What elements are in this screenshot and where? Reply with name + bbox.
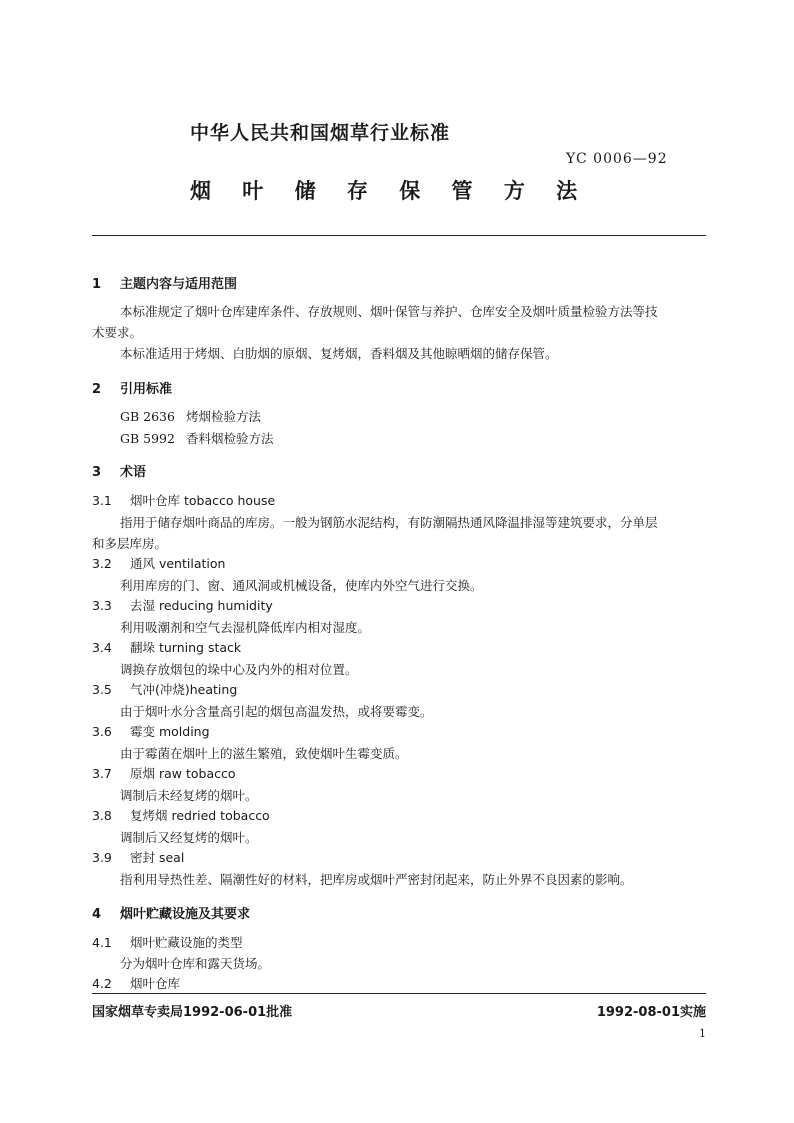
reference-code: GB 2636 [120,409,175,424]
header-divider [92,235,706,236]
paragraph: 本标准适用于烤烟、白肋烟的原烟、复烤烟，香料烟及其他晾晒烟的储存保管。 [120,346,558,361]
term-definition: 调制后未经复烤的烟叶。 [120,788,258,803]
term-heading: 3.1 烟叶仓库 tobacco house [92,493,276,508]
term-heading: 3.9 密封 seal [92,850,185,865]
footer-divider [92,993,706,994]
term-definition: 利用库房的门、窗、通风洞或机械设备，使库内外空气进行交换。 [120,578,483,593]
subsection-heading: 4.2 烟叶仓库 [92,976,181,991]
term-definition: 由于霉菌在烟叶上的滋生繁殖，致使烟叶生霉变质。 [120,746,408,761]
standard-code: YC 0006—92 [566,151,668,167]
section-heading-3 [92,461,146,480]
term-definition: 利用吸潮剂和空气去湿机降低库内相对湿度。 [120,620,371,635]
term-heading: 3.4 翻垛 turning stack [92,640,242,655]
section-number: 2 [92,382,102,397]
page-number: 1 [699,1027,706,1040]
section-heading-1 [92,273,237,292]
reference-item [120,429,274,447]
term-heading: 3.7 原烟 raw tobacco [92,766,236,781]
section-heading-2 [92,378,172,397]
approval-date: 国家烟草专卖局1992-06-01批准 [92,1005,293,1020]
section-title: 术语 [120,465,147,480]
term-heading: 3.6 霉变 molding [92,724,210,739]
term-heading: 3.8 复烤烟 redried tobacco [92,808,270,823]
reference-name: 香料烟检验方法 [186,431,274,446]
section-number: 1 [92,277,102,292]
section-number: 4 [92,907,102,922]
term-definition: 调换存放烟包的垛中心及内外的相对位置。 [120,662,358,677]
subsection-heading: 4.1 烟叶贮藏设施的类型 [92,935,243,950]
section-number: 3 [92,465,102,480]
section-title: 烟叶贮藏设施及其要求 [120,907,251,922]
reference-code: GB 5992 [120,431,175,446]
standard-name: 中华人民共和国烟草行业标准 [190,122,451,144]
reference-name: 烤烟检验方法 [186,409,262,424]
section-title: 引用标准 [120,382,173,397]
section-heading-4 [92,903,250,922]
reference-item [120,407,261,425]
paragraph-continuation: 术要求。 [92,325,143,340]
term-heading: 3.2 通风 ventilation [92,556,226,571]
term-definition-continuation: 和多层库房。 [92,536,168,551]
term-definition: 由于烟叶水分含量高引起的烟包高温发热，或将要霉变。 [120,704,433,719]
section-title: 主题内容与适用范围 [120,277,238,292]
document-title: 烟 叶 储 存 保 管 方 法 [190,179,590,203]
term-heading: 3.3 去湿 reducing humidity [92,598,273,613]
implementation-date: 1992-08-01实施 [596,1005,706,1020]
term-definition: 调制后又经复烤的烟叶。 [120,830,258,845]
term-definition: 指用于储存烟叶商品的库房。一般为钢筋水泥结构，有防潮隔热通风降温排湿等建筑要求，分单层 [120,515,658,530]
paragraph: 分为烟叶仓库和露天货场。 [120,956,271,971]
term-definition: 指利用导热性差、隔潮性好的材料，把库房或烟叶严密封闭起来，防止外界不良因素的影响。 [120,872,633,887]
paragraph: 本标准规定了烟叶仓库建库条件、存放规则、烟叶保管与养护、仓库安全及烟叶质量检验方法等技 [120,304,658,319]
term-heading: 3.5 气冲(冲烧)heating [92,682,238,697]
